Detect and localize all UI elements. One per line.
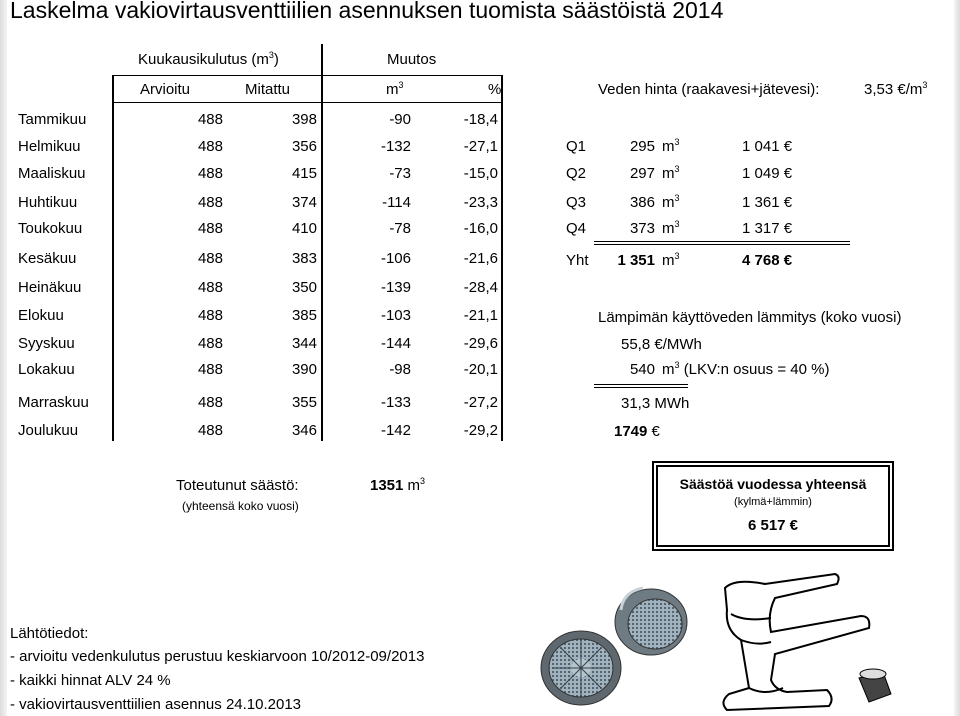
total-savings-title: Säästöä vuodessa yhteensä — [679, 476, 867, 492]
change-m3-cell: -132 — [380, 138, 411, 155]
measured-cell: 355 — [291, 394, 317, 411]
total-double-line-top — [594, 241, 850, 242]
estimated-cell: 488 — [197, 165, 223, 182]
measured-cell: 350 — [291, 279, 317, 296]
month-cell: Huhtikuu — [18, 194, 78, 211]
aerator-back-icon — [615, 588, 687, 655]
col-pct-header: % — [488, 81, 502, 98]
quarter-eur: 1 361 € — [742, 194, 793, 211]
hot-water-cost: 1749 € — [614, 423, 660, 440]
total-m3-unit: $m^3$ — [662, 251, 680, 269]
measured-cell: 415 — [291, 165, 317, 182]
hot-water-volume-unit: $m^3$ (LKV:n osuus = 40 %) — [662, 360, 830, 378]
page-frame-right — [954, 0, 960, 716]
change-m3-cell: -73 — [389, 165, 411, 182]
measured-cell: 385 — [291, 307, 317, 324]
quarter-label: Q1 — [566, 138, 587, 155]
quarter-label: Q3 — [566, 194, 587, 211]
estimated-cell: 488 — [197, 279, 223, 296]
hot-water-volume: 540 — [629, 361, 655, 378]
change-m3-cell: -133 — [380, 394, 411, 411]
total-savings-value: 6 517 € — [747, 517, 799, 534]
water-price-value: 3,53 $€/m^3$ — [864, 80, 928, 98]
change-m3-cell: -78 — [389, 220, 411, 237]
month-cell: Elokuu — [18, 307, 64, 324]
quarter-m3-unit: $m^3$ — [662, 137, 680, 155]
notes-heading: Lähtötiedot: — [10, 625, 89, 642]
change-pct-cell: -28,4 — [463, 279, 498, 296]
faucet-icon — [723, 574, 869, 710]
measured-cell: 410 — [291, 220, 317, 237]
estimated-cell: 488 — [197, 111, 223, 128]
table-line-left — [112, 75, 114, 441]
water-price-label: Veden hinta (raakavesi+jätevesi): — [598, 81, 820, 98]
estimated-cell: 488 — [197, 250, 223, 267]
change-pct-cell: -29,2 — [463, 422, 498, 439]
header-divider — [112, 75, 502, 76]
page-frame-left — [0, 0, 7, 716]
measured-cell: 344 — [291, 335, 317, 352]
col-measured-header: Mitattu — [245, 81, 291, 98]
month-cell: Lokakuu — [18, 361, 75, 378]
small-aerator-icon — [859, 669, 891, 702]
total-label: Yht — [566, 252, 589, 269]
quarter-m3: 295 — [629, 138, 655, 155]
total-savings-box — [656, 465, 890, 547]
change-group-header: Muutos — [387, 51, 437, 68]
hot-water-line-bottom — [594, 387, 688, 388]
quarter-eur: 1 317 € — [742, 220, 793, 237]
estimated-cell: 488 — [197, 422, 223, 439]
measured-cell: 356 — [291, 138, 317, 155]
change-pct-cell: -29,6 — [463, 335, 498, 352]
month-cell: Toukokuu — [18, 220, 83, 237]
change-pct-cell: -27,1 — [463, 138, 498, 155]
realized-savings-label: Toteutunut säästö: — [176, 477, 299, 494]
hot-water-price: 55,8 €/MWh — [621, 336, 702, 353]
notes-item: - arvioitu vedenkulutus perustuu keskiarvoon 10/2012-09/2013 — [10, 648, 425, 665]
table-line-right — [501, 75, 503, 441]
total-double-line-bottom — [594, 244, 850, 245]
estimated-cell: 488 — [197, 361, 223, 378]
change-pct-cell: -15,0 — [463, 165, 498, 182]
quarter-label: Q4 — [566, 220, 587, 237]
quarter-eur: 1 049 € — [742, 165, 793, 182]
header-bottom-line — [112, 102, 502, 103]
quarter-m3: 373 — [629, 220, 655, 237]
estimated-cell: 488 — [197, 220, 223, 237]
quarter-m3-unit: $m^3$ — [662, 219, 680, 237]
change-pct-cell: -21,6 — [463, 250, 498, 267]
quarter-m3: 297 — [629, 165, 655, 182]
change-pct-cell: -16,0 — [463, 220, 498, 237]
page-title: Laskelma vakiovirtausventtiilien asennuksen tuomista säästöistä 2014 — [10, 0, 724, 23]
hot-water-energy: 31,3 MWh — [621, 395, 690, 412]
change-pct-cell: -18,4 — [463, 111, 498, 128]
change-m3-cell: -98 — [389, 361, 411, 378]
total-savings-subtitle: (kylmä+lämmin) — [734, 496, 812, 508]
col-estimated-header: Arvioitu — [140, 81, 191, 98]
change-m3-cell: -139 — [380, 279, 411, 296]
change-m3-cell: -90 — [389, 111, 411, 128]
table-line-mid — [321, 44, 323, 441]
quarter-eur: 1 041 € — [742, 138, 793, 155]
month-cell: Tammikuu — [18, 111, 87, 128]
measured-cell: 398 — [291, 111, 317, 128]
measured-cell: 346 — [291, 422, 317, 439]
notes-item: - kaikki hinnat ALV 24 % — [10, 672, 171, 689]
month-cell: Marraskuu — [18, 394, 89, 411]
measured-cell: 374 — [291, 194, 317, 211]
aerator-front-icon — [541, 631, 621, 705]
hot-water-line-top — [594, 384, 688, 385]
realized-savings-sublabel: (yhteensä koko vuosi) — [182, 499, 299, 513]
total-eur: 4 768 € — [742, 252, 793, 269]
month-cell: Heinäkuu — [18, 279, 82, 296]
col-m3-header: $m^3$ — [386, 80, 404, 98]
month-cell: Helmikuu — [18, 138, 81, 155]
change-pct-cell: -20,1 — [463, 361, 498, 378]
change-m3-cell: -103 — [380, 307, 411, 324]
faucet-aerator-illustration — [535, 570, 950, 716]
month-cell: Kesäkuu — [18, 250, 77, 267]
change-m3-cell: -144 — [380, 335, 411, 352]
change-pct-cell: -23,3 — [463, 194, 498, 211]
month-cell: Syyskuu — [18, 335, 75, 352]
consumption-group-header: Kuukausikulutus $(m^3)$ — [138, 50, 279, 68]
estimated-cell: 488 — [197, 394, 223, 411]
hot-water-title: Lämpimän käyttöveden lämmitys (koko vuosi) — [598, 309, 902, 326]
change-m3-cell: -142 — [380, 422, 411, 439]
notes-item: - vakiovirtausventtiilien asennus 24.10.2013 — [10, 696, 302, 713]
total-m3: 1 351 — [617, 252, 655, 269]
estimated-cell: 488 — [197, 307, 223, 324]
month-cell: Maaliskuu — [18, 165, 86, 182]
estimated-cell: 488 — [197, 335, 223, 352]
change-m3-cell: -106 — [380, 250, 411, 267]
measured-cell: 383 — [291, 250, 317, 267]
change-m3-cell: -114 — [382, 194, 411, 211]
measured-cell: 390 — [291, 361, 317, 378]
change-pct-cell: -21,1 — [463, 307, 498, 324]
change-pct-cell: -27,2 — [463, 394, 498, 411]
estimated-cell: 488 — [197, 138, 223, 155]
quarter-label: Q2 — [566, 165, 587, 182]
estimated-cell: 488 — [197, 194, 223, 211]
quarter-m3: 386 — [629, 194, 655, 211]
realized-savings-value: 1351 $m^3$ — [370, 476, 426, 494]
quarter-m3-unit: $m^3$ — [662, 193, 680, 211]
month-cell: Joulukuu — [18, 422, 79, 439]
quarter-m3-unit: $m^3$ — [662, 164, 680, 182]
